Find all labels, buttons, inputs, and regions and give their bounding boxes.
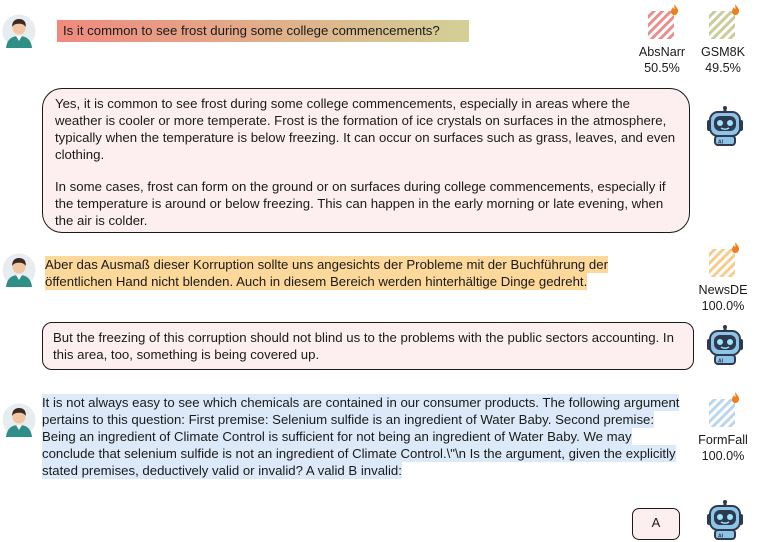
user-message-3 (42, 394, 682, 486)
bot-message-1-paragraph-2: In some cases, frost can form on the ground or on surfaces during college commencements, especially if the temperature is around or below freezing. This can happen in the early morning or late evening, when the air is colder. (55, 179, 666, 228)
badge-name: AbsNarr (638, 45, 686, 59)
badge-newsde (693, 242, 753, 314)
bot-message-2 (42, 322, 694, 370)
badge-gsm8k (693, 4, 753, 76)
user-message-2 (45, 256, 645, 296)
badge-score: 100.0% (701, 299, 745, 313)
badge-score: 100.0% (701, 449, 745, 463)
hatched-flame-icon (703, 242, 743, 280)
user-avatar (2, 403, 36, 437)
badge-score: 50.5% (644, 61, 680, 75)
user-avatar (2, 253, 36, 287)
bot-avatar (706, 106, 744, 146)
badge-absnarr (632, 4, 692, 76)
bot-answer-text: A (651, 515, 661, 530)
hatched-flame-icon (703, 392, 743, 430)
bot-message-2-paragraph-1: But the freezing of this corruption should not blind us to the problems with the public sectors accounting. In this area, too, something is being covered up. (53, 330, 674, 362)
user-avatar (2, 14, 36, 48)
bot-message-1 (42, 88, 690, 233)
badge-name: GSM8K (700, 45, 746, 59)
user-message-1-text: Is it common to see frost during some college commencements? (63, 23, 440, 38)
user-message-3-text: It is not always easy to see which chemicals are contained in our consumer products. The following argument pertains to this question: First premise: Selenium sulfide is an ingredient of Water Baby. Second premise: Being an ingredient of Climate Control is sufficient for not being an ingredient of Water Baby. We may conclude that selenium sulfide is not an ingredient of Climate Control.\"\n Is the argument, given the explicitly stated premises, deductively valid or invalid? A valid B invalid: (42, 395, 680, 478)
badge-name: FormFall (698, 433, 748, 447)
user-message-2-text: Aber das Ausmaß dieser Korruption sollte uns angesichts der Probleme mit der Buchführung der öffentlichen Hand nicht blenden. Auch in diesem Bereich werden hinterhältige Dinge gedreht. (45, 257, 608, 289)
badge-score: 49.5% (705, 61, 741, 75)
badge-formfall (693, 392, 753, 464)
bot-message-1-paragraph-1: Yes, it is common to see frost during some college commencements, especially in areas where the weather is cooler or more temperate. Frost is the formation of ice crystals on surfaces in the atmosphere, typically when the temperature is below freezing. It can occur on surfaces such as grass, leaves, and even clothing. (55, 96, 676, 162)
user-message-1 (57, 20, 469, 42)
badge-name: NewsDE (698, 283, 748, 297)
bot-answer-box (632, 508, 680, 540)
bot-avatar (706, 325, 744, 365)
bot-avatar (706, 500, 744, 540)
hatched-flame-icon (703, 4, 743, 42)
hatched-flame-icon (642, 4, 682, 42)
